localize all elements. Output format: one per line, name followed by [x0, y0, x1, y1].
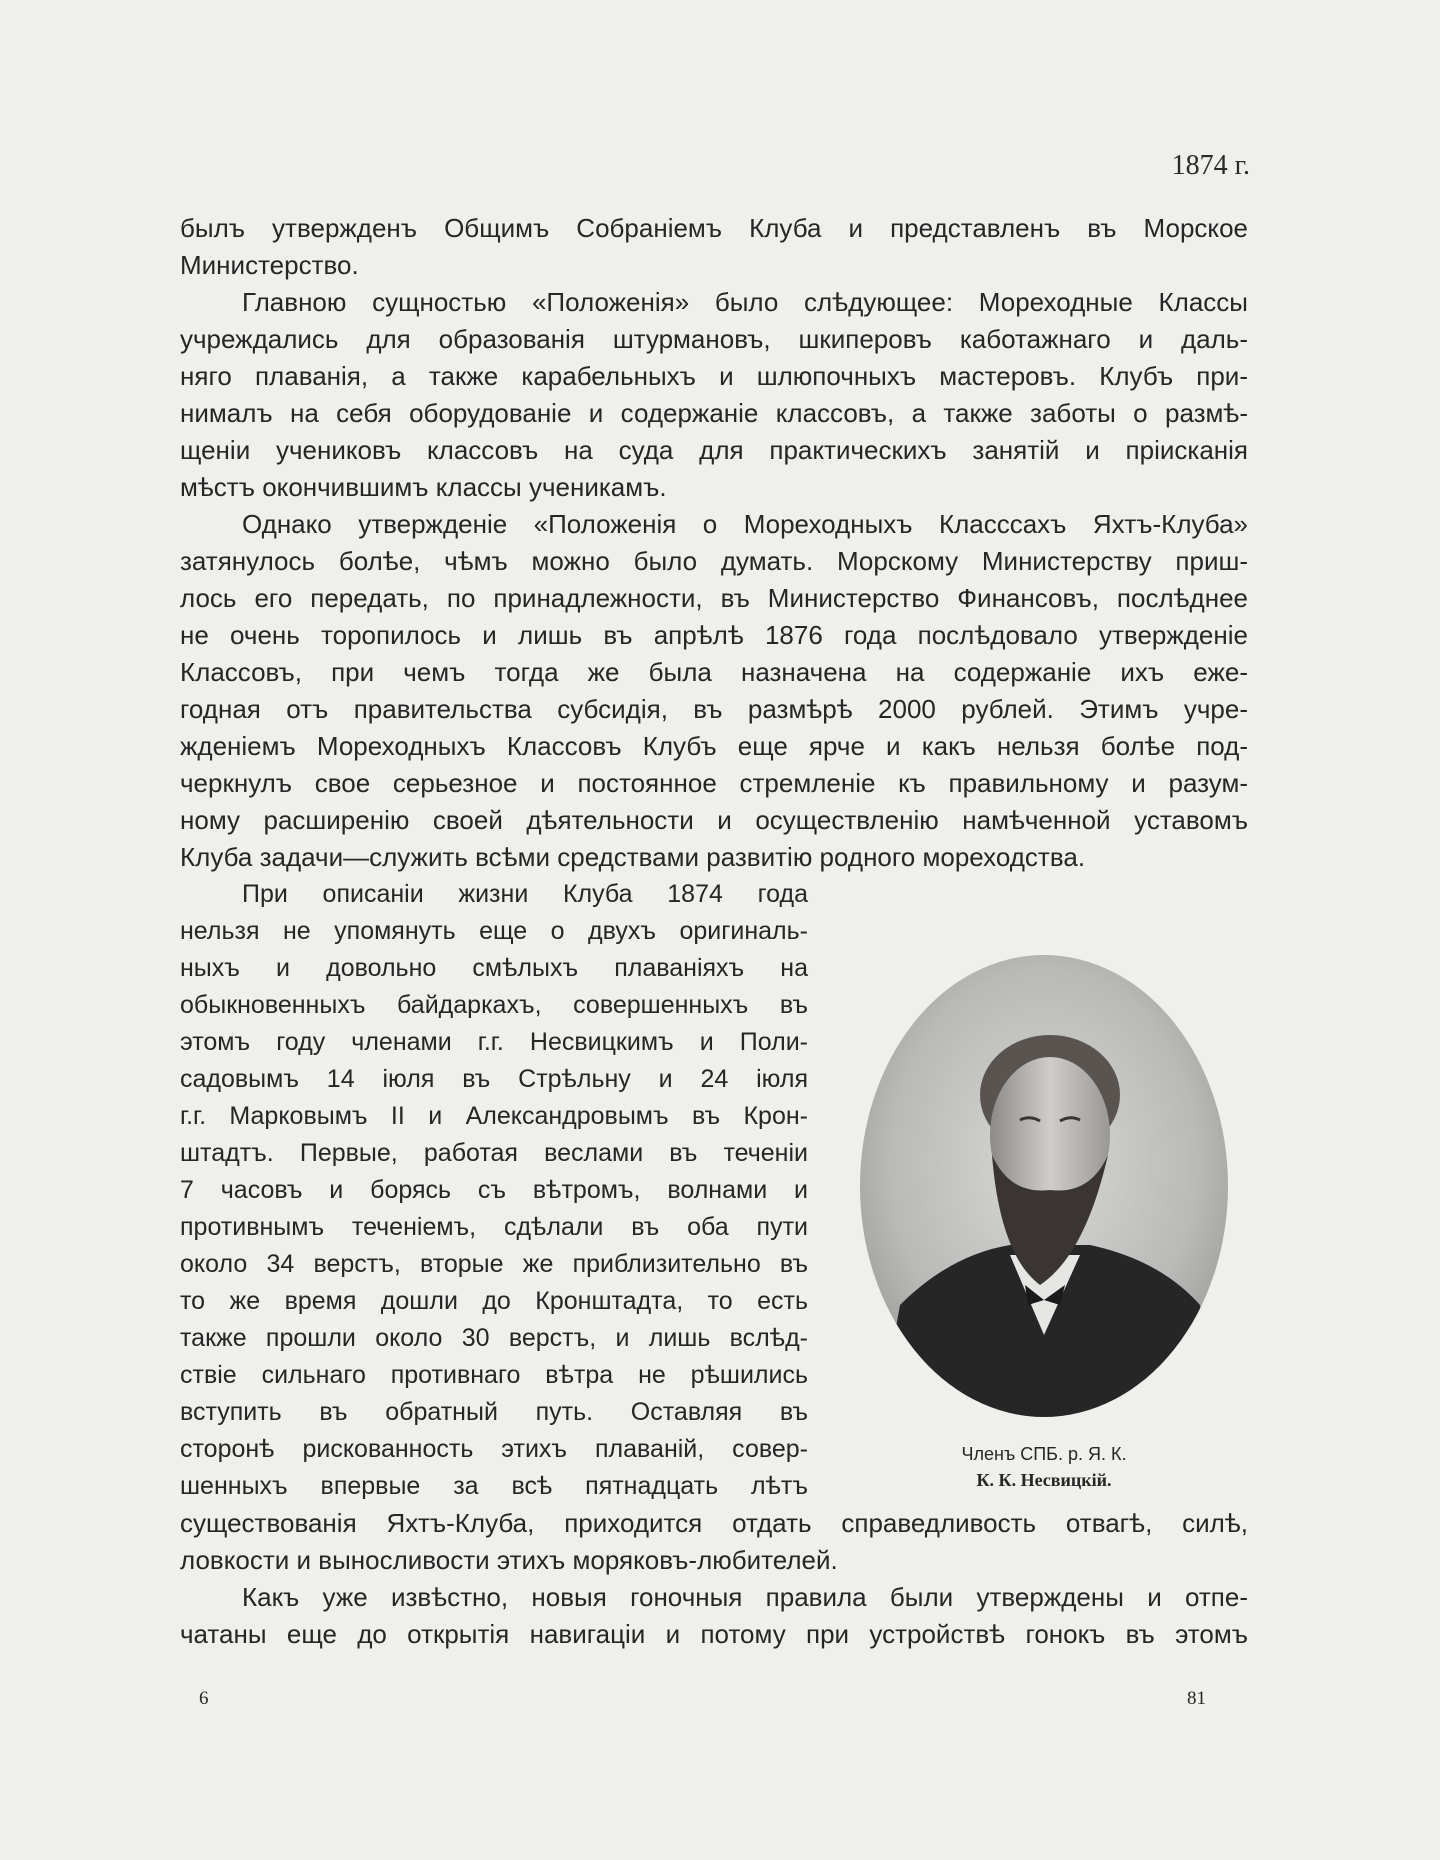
portrait-photo	[860, 955, 1228, 1417]
text-line: штадтъ. Первые, работая веслами въ теченіи	[180, 1139, 808, 1167]
text-column-left	[180, 876, 808, 1505]
text-line: ствіе сильнаго противнаго вѣтра не рѣшились	[180, 1361, 808, 1389]
text-line: былъ утвержденъ Общимъ Собраніемъ Клуба и представленъ въ Морское	[180, 213, 1248, 243]
running-head: 1874 г.	[1171, 150, 1250, 181]
text-line: чатаны еще до открытія навигаціи и потому при устройствѣ гонокъ въ этомъ	[180, 1619, 1248, 1649]
text-line: мѣстъ окончившимъ классы ученикамъ.	[180, 472, 667, 502]
text-line: учреждались для образованія штурмановъ, шкиперовъ каботажнаго и даль-	[180, 324, 1248, 354]
text-line: обыкновенныхъ байдаркахъ, совершенныхъ въ	[180, 991, 808, 1019]
figure-caption-title: Членъ СПБ. р. Я. К.	[961, 1444, 1127, 1464]
text-block-top	[180, 210, 1248, 876]
text-line: лось его передать, по принадлежности, въ Министерство Финансовъ, послѣднее	[180, 583, 1248, 613]
text-line: также прошли около 30 верстъ, и лишь вслѣд-	[180, 1324, 808, 1352]
text-line: При описаніи жизни Клуба 1874 года	[242, 880, 808, 908]
signature-mark: 6	[199, 1688, 209, 1709]
text-line: Однако утвержденіе «Положенія о Мореходныхъ Класссахъ Яхтъ-Клуба»	[242, 509, 1248, 539]
text-line: Министерство.	[180, 250, 359, 280]
text-line: Классовъ, при чемъ тогда же была назначена на содержаніе ихъ еже-	[180, 657, 1248, 687]
figure-caption-name: К. К. Несвицкій.	[976, 1470, 1112, 1490]
text-line: нельзя не упомянуть еще о двухъ оригиналь-	[180, 917, 808, 945]
text-line: шенныхъ впервые за всѣ пятнадцать лѣтъ	[180, 1472, 808, 1500]
text-line: ныхъ и довольно смѣлыхъ плаваніяхъ на	[180, 954, 808, 982]
text-line: то же время дошли до Кронштадта, то есть	[180, 1287, 808, 1315]
text-line: ловкости и выносливости этихъ моряковъ-любителей.	[180, 1545, 838, 1575]
text-line: Клуба задачи—служить всѣми средствами развитію родного мореходства.	[180, 842, 1086, 872]
text-line: Какъ уже извѣстно, новыя гоночныя правила были утверждены и отпе-	[242, 1582, 1248, 1612]
text-line: не очень торопилось и лишь въ апрѣлѣ 1876 года послѣдовало утвержденіе	[180, 620, 1248, 650]
text-line: сторонѣ рискованность этихъ плаваній, совер-	[180, 1435, 808, 1463]
text-line: нималъ на себя оборудованіе и содержаніе классовъ, а также заботы о размѣ-	[180, 398, 1248, 428]
text-line: Главною сущностью «Положенія» было слѣдующее: Мореходные Классы	[242, 287, 1248, 317]
text-line: жденіемъ Мореходныхъ Классовъ Клубъ еще ярче и какъ нельзя болѣе под-	[180, 731, 1248, 761]
text-line: существованія Яхтъ-Клуба, приходится отдать справедливость отвагѣ, силѣ,	[180, 1508, 1248, 1538]
text-block-bottom	[180, 1505, 1248, 1653]
text-line: вступить въ обратный путь. Оставляя въ	[180, 1398, 808, 1426]
text-line: 7 часовъ и борясь съ вѣтромъ, волнами и	[180, 1176, 808, 1204]
text-line: садовымъ 14 іюля въ Стрѣльну и 24 іюля	[180, 1065, 808, 1093]
text-line: около 34 верстъ, вторые же приблизительно въ	[180, 1250, 808, 1278]
page-number: 81	[1187, 1688, 1206, 1709]
text-line: ному расширенію своей дѣятельности и осуществленію намѣченной уставомъ	[180, 805, 1248, 835]
text-line: затянулось болѣе, чѣмъ можно было думать. Морскому Министерству приш-	[180, 546, 1248, 576]
text-line: г.г. Марковымъ II и Александровымъ въ Крон-	[180, 1102, 808, 1130]
text-line: няго плаванія, а также карабельныхъ и шлюпочныхъ мастеровъ. Клубъ при-	[180, 361, 1248, 391]
text-line: противнымъ теченіемъ, сдѣлали въ оба пути	[180, 1213, 808, 1241]
text-line: черкнулъ свое серьезное и постоянное стремленіе къ правильному и разум-	[180, 768, 1248, 798]
text-line: этомъ году членами г.г. Несвицкимъ и Поли-	[180, 1028, 808, 1056]
text-line: годная отъ правительства субсидія, въ размѣрѣ 2000 рублей. Этимъ учре-	[180, 694, 1248, 724]
text-line: щеніи учениковъ классовъ на суда для практическихъ занятій и пріисканія	[180, 435, 1248, 465]
